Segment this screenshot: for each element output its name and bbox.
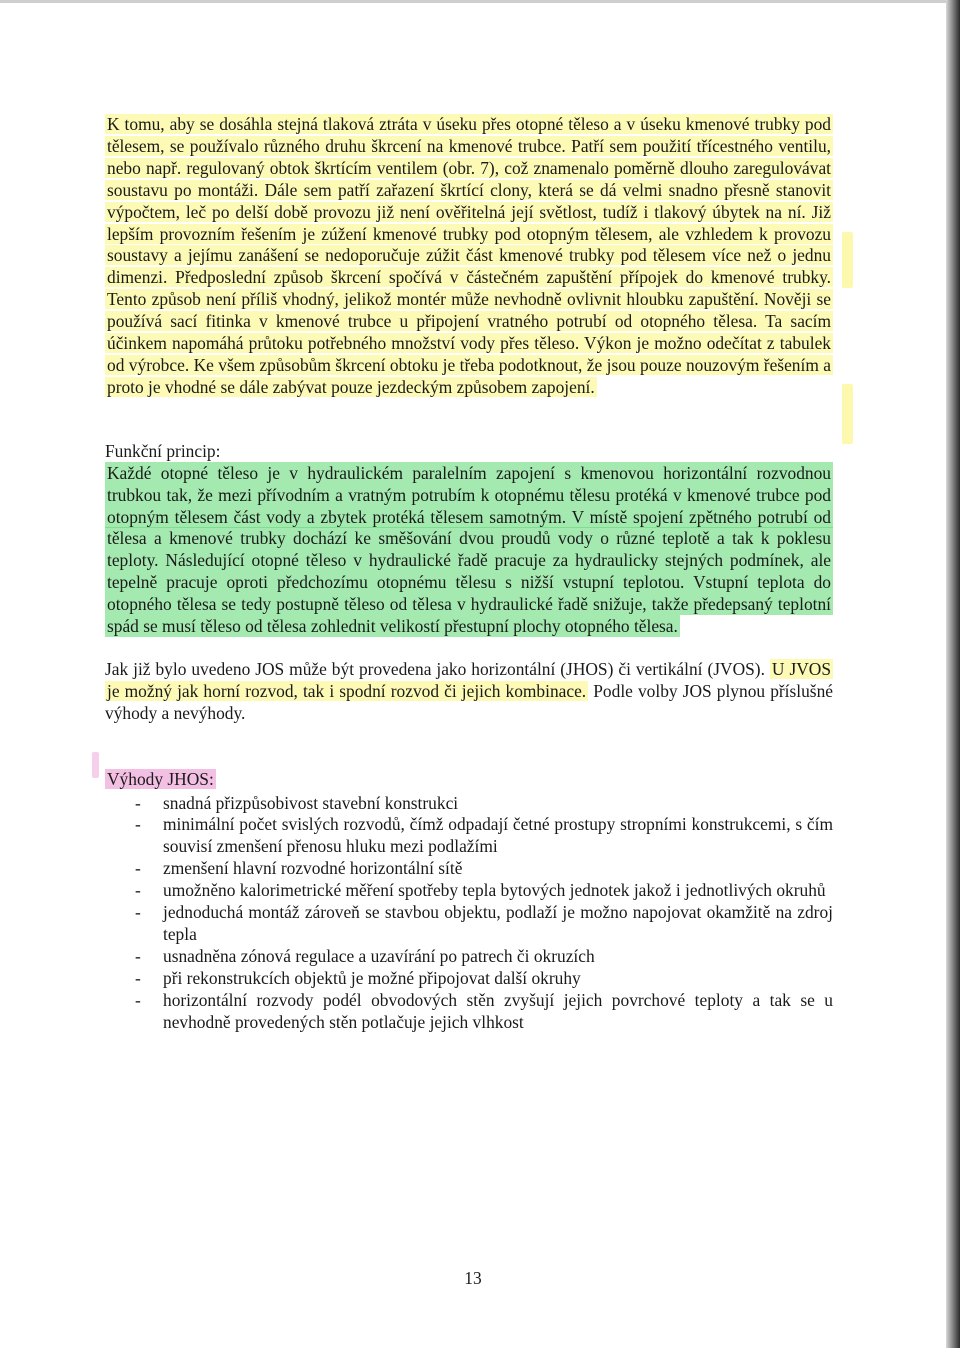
list-item: [105, 793, 833, 815]
dash-bullet: -: [135, 945, 141, 966]
margin-highlight-mark: [842, 232, 853, 288]
page-number: 13: [464, 1268, 482, 1288]
dash-bullet: -: [135, 902, 141, 923]
margin-highlight-mark: [92, 752, 99, 778]
list-item: [105, 990, 833, 1034]
list-item: [105, 968, 833, 990]
page-top-edge: [0, 0, 946, 3]
paragraph-functional-principle: [105, 463, 833, 638]
dash-bullet: -: [135, 967, 141, 988]
list-item-text: při rekonstrukcích objektů je možné připojovat další okruhy: [163, 967, 581, 988]
list-item-text: horizontální rozvody podél obvodových stěn zvyšují jejich povrchové teploty a tak se u nevhodně provedených stěn potlačuje jejich vlhkost: [163, 989, 833, 1032]
list-item: [105, 880, 833, 902]
list-item-text: jednoduchá montáž zároveň se stavbou objektu, podlaží je možno napojovat okamžitě na zdroj tepla: [163, 902, 833, 944]
list-item: [105, 902, 833, 946]
dash-bullet: -: [135, 814, 141, 835]
list-item-text: snadná přizpůsobivost stavební konstrukci: [163, 792, 459, 813]
dash-bullet: -: [135, 792, 141, 813]
heading-advantages: [105, 769, 833, 791]
highlighted-text: Každé otopné těleso je v hydraulickém paralelním zapojení s kmenovou horizontální rozvodnou trubkou tak, že mezi přívodním a vratným potrubím k otopnému tělesu protéká v kmenové trubce pod otopným tělesem část vody a zbytek protéká tělesem samotným. V místě spojení zpětného potrubí od tělesa a kmenové trubky dochází ke směšování dvou proudů vody o různé teplotě a tak k poklesu teploty. Následující otopné těleso v hydraulické řadě pracuje za hydraulicky stejných podmínek, ale tepelně pracuje oproti předchozímu otopnému tělesu s nižší vstupní teplotou. Vstupní teplota do otopného tělesa se tedy postupně těleso od tělesa v hydraulické řadě snižuje, takže předepsaný teplotní spád se musí těleso od tělesa zohlednit velikostí přestupní plochy otopného tělesa.: [107, 462, 831, 637]
list-item-text: zmenšení hlavní rozvodné horizontální sítě: [163, 858, 463, 879]
document-body: [105, 114, 833, 1034]
list-item-text: minimální počet svislých rozvodů, čímž odpadají četné prostupy stropními konstrukcemi, s čím souvisí zmenšení přenosu hluku mezi podlažími: [163, 814, 833, 857]
margin-highlight-mark: [842, 384, 853, 444]
advantages-list: [105, 793, 833, 1034]
list-item: [105, 814, 833, 858]
list-item: [105, 858, 833, 880]
list-item: [105, 946, 833, 968]
paragraph-throttling-methods: [105, 114, 833, 399]
text-jos-choice: Podle volby JOS plynou příslušné výhody a nevýhody.: [105, 680, 833, 723]
highlighted-text: U JVOS je možný jak horní rozvod, tak i spodní rozvod či jejich kombinace.: [107, 658, 831, 701]
highlighted-text: K tomu, aby se dosáhla stejná tlaková ztráta v úseku přes otopné těleso a v úseku kmenové trubky pod tělesem, se používalo různého druhu škrcení na kmenové trubce. Patří sem použití třícestného ventilu, nebo např. regulovaný obtok škrtícím ventilem (obr. 7), což znamenalo poměrně dlouho zaregulovávat soustavu po montáži. Dále sem patří zařazení škrtící clony, která se dá velmi snadno přesně stanovit výpočtem, leč po delší době provozu již není ověřitelná její světlost, tudíž i tlakový úbytek na ní. Již lepším provozním řešením je zúžení kmenové trubky pod otopným tělesem, ale vzhledem k provozu soustavy a jejímu zanášení se nedoporučuje zúžit část kmenové trubky pod tělesem více než o jednu dimenzi. Předposlední způsob škrcení spočívá v částečném zapuštění přípojek do kmenové trubky. Tento způsob není příliš vhodný, jelikož montér může nevhodně ovlivnit hloubku zapuštění. Nověji se používá sací fitinka v kmenové trubce u připojení vratného potrubí od otopného tělesa. Ta sacím účinkem napomáhá průtoku potřebného množství vody přes těleso. Výkon je možno odečítat z tabulek od výrobce. Ke všem způsobům škrcení obtoku je třeba podotknout, že jsou pouze nouzovým řešením a proto je vhodné se dále zabývat pouze jezdeckým způsobem zapojení.: [107, 114, 831, 397]
paragraph-jos-variants: [105, 659, 833, 725]
dash-bullet: -: [135, 858, 141, 879]
dash-bullet: -: [135, 989, 141, 1010]
list-item-text: umožněno kalorimetrické měření spotřeby tepla bytových jednotek jakož i jednotlivých okruhů: [163, 880, 826, 901]
text-jos-types: Jak již bylo uvedeno JOS může být provedena jako horizontální (JHOS) či vertikální (JVOS).: [105, 658, 765, 679]
heading-functional-principle: Funkční princip:: [105, 440, 221, 461]
highlighted-heading: Výhody JHOS:: [107, 768, 214, 789]
list-item-text: usnadněna zónová regulace a uzavírání po patrech či okruzích: [163, 945, 595, 966]
page-right-edge: [946, 0, 960, 1348]
dash-bullet: -: [135, 880, 141, 901]
